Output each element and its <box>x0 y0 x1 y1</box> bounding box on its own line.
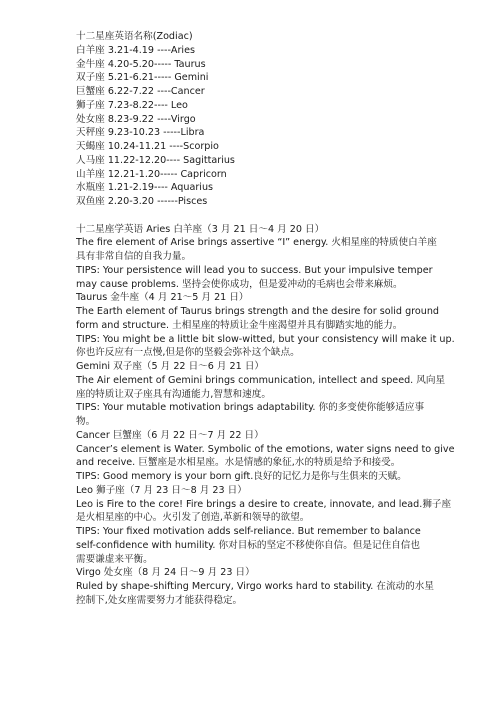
body-text-line: Leo is Fire to the core! Fire brings a desire to create, innovate, and lead.狮子座 <box>76 498 452 510</box>
zodiac-list-item: 双鱼座 2.20-3.20 ------Pisces <box>76 196 208 207</box>
tips-line: 物。 <box>76 416 96 427</box>
zodiac-list-item: 水瓶座 1.21-2.19---- Aquarius <box>76 182 214 194</box>
zodiac-list-item: 天蝎座 10.24-11.21 ----Scorpio <box>76 141 219 152</box>
zodiac-list-item: 天秤座 9.23-10.23 -----Libra <box>76 127 205 139</box>
paragraph-spacer <box>76 209 476 223</box>
zodiac-list-item: 金牛座 4.20-5.20----- Taurus <box>76 58 206 70</box>
zodiac-list-item: 人马座 11.22-12.20---- Sagittarius <box>76 154 235 166</box>
tips-line: self-confidence with humility. 你对目标的坚定不移使你自信。但是记住自信也 <box>76 539 420 551</box>
zodiac-list-item: 巨蟹座 6.22-7.22 ----Cancer <box>76 86 205 97</box>
tips-line: 需要谦虚来平衡。 <box>76 553 153 565</box>
section-heading-virgo: Virgo 处女座（8 月 24 日～9 月 23 日） <box>76 567 255 579</box>
tips-line: TIPS: Your fixed motivation adds self-reliance. But remember to balance <box>76 526 421 537</box>
body-text-line: The Earth element of Taurus brings strength and the desire for solid ground <box>76 306 440 317</box>
zodiac-list-item: 山羊座 12.21-1.20----- Capricorn <box>76 168 227 180</box>
tips-line: TIPS: Good memory is your born gift.良好的记忆力是你与生俱来的天赋。 <box>76 471 407 482</box>
body-text-line: The Air element of Gemini brings communication, intellect and speed. 风向星 <box>76 374 446 386</box>
tips-line: 你也许反应有一点慢,但是你的坚毅会弥补这个缺点。 <box>76 347 300 359</box>
zodiac-list-item: 处女座 8.23-9.22 ----Virgo <box>76 113 196 125</box>
zodiac-list-item: 白羊座 3.21-4.19 ----Aries <box>76 44 195 56</box>
body-text-line: 控制下,处女座需要努力才能获得稳定。 <box>76 594 243 606</box>
body-text-line: and receive. 巨蟹座是水相星座。水是情感的象征,水的特质是给予和接受。 <box>76 457 401 469</box>
body-text-line: form and structure. 土相星座的特质让金牛座渴望并具有脚踏实地的能力。 <box>76 319 403 331</box>
section-heading-cancer: Cancer 巨蟹座（6 月 22 日～7 月 22 日） <box>76 429 264 441</box>
body-text-line: 座的特质让双子座具有沟通能力,智慧和速度。 <box>76 388 271 400</box>
section-heading-leo: Leo 狮子座（7 月 23 日～8 月 23 日） <box>76 484 247 496</box>
section-heading-taurus: Taurus 金牛座（4 月 21～5 月 21 日） <box>76 292 249 304</box>
body-text-line: Ruled by shape-shifting Mercury, Virgo works hard to stability. 在流动的水星 <box>76 581 434 592</box>
tips-line: may cause problems. 坚持会使你成功，但是爱冲动的毛病也会带来麻烦。 <box>76 278 403 290</box>
zodiac-list-item: 狮子座 7.23-8.22---- Leo <box>76 99 188 111</box>
document-page <box>76 30 476 608</box>
tips-line: TIPS: Your mutable motivation brings adaptability. 你的多变使你能够适应事 <box>76 402 425 414</box>
body-text-line: Cancer’s element is Water. Symbolic of the emotions, water signs need to give <box>76 443 455 455</box>
zodiac-list-title: 十二星座英语名称(Zodiac) <box>76 31 193 42</box>
body-text-line: 具有非常自信的自我力量。 <box>76 251 192 262</box>
tips-line: TIPS: You might be a little bit slow-witted, but your consistency will make it up. <box>76 333 455 345</box>
body-text-line: The fire element of Arise brings assertive “I” energy. 火相星座的特质使白羊座 <box>76 237 437 249</box>
tips-line: TIPS: Your persistence will lead you to success. But your impulsive temper <box>76 264 433 276</box>
section-heading-gemini: Gemini 双子座（5 月 22 日～6 月 21 日） <box>76 361 265 372</box>
body-text-line: 是火相星座的中心。火引发了创造,革新和领导的欲望。 <box>76 512 310 524</box>
section-heading-aries: 十二星座学英语 Aries 白羊座（3 月 21 日～4 月 20 日） <box>76 223 325 235</box>
zodiac-list-item: 双子座 5.21-6.21----- Gemini <box>76 72 209 84</box>
